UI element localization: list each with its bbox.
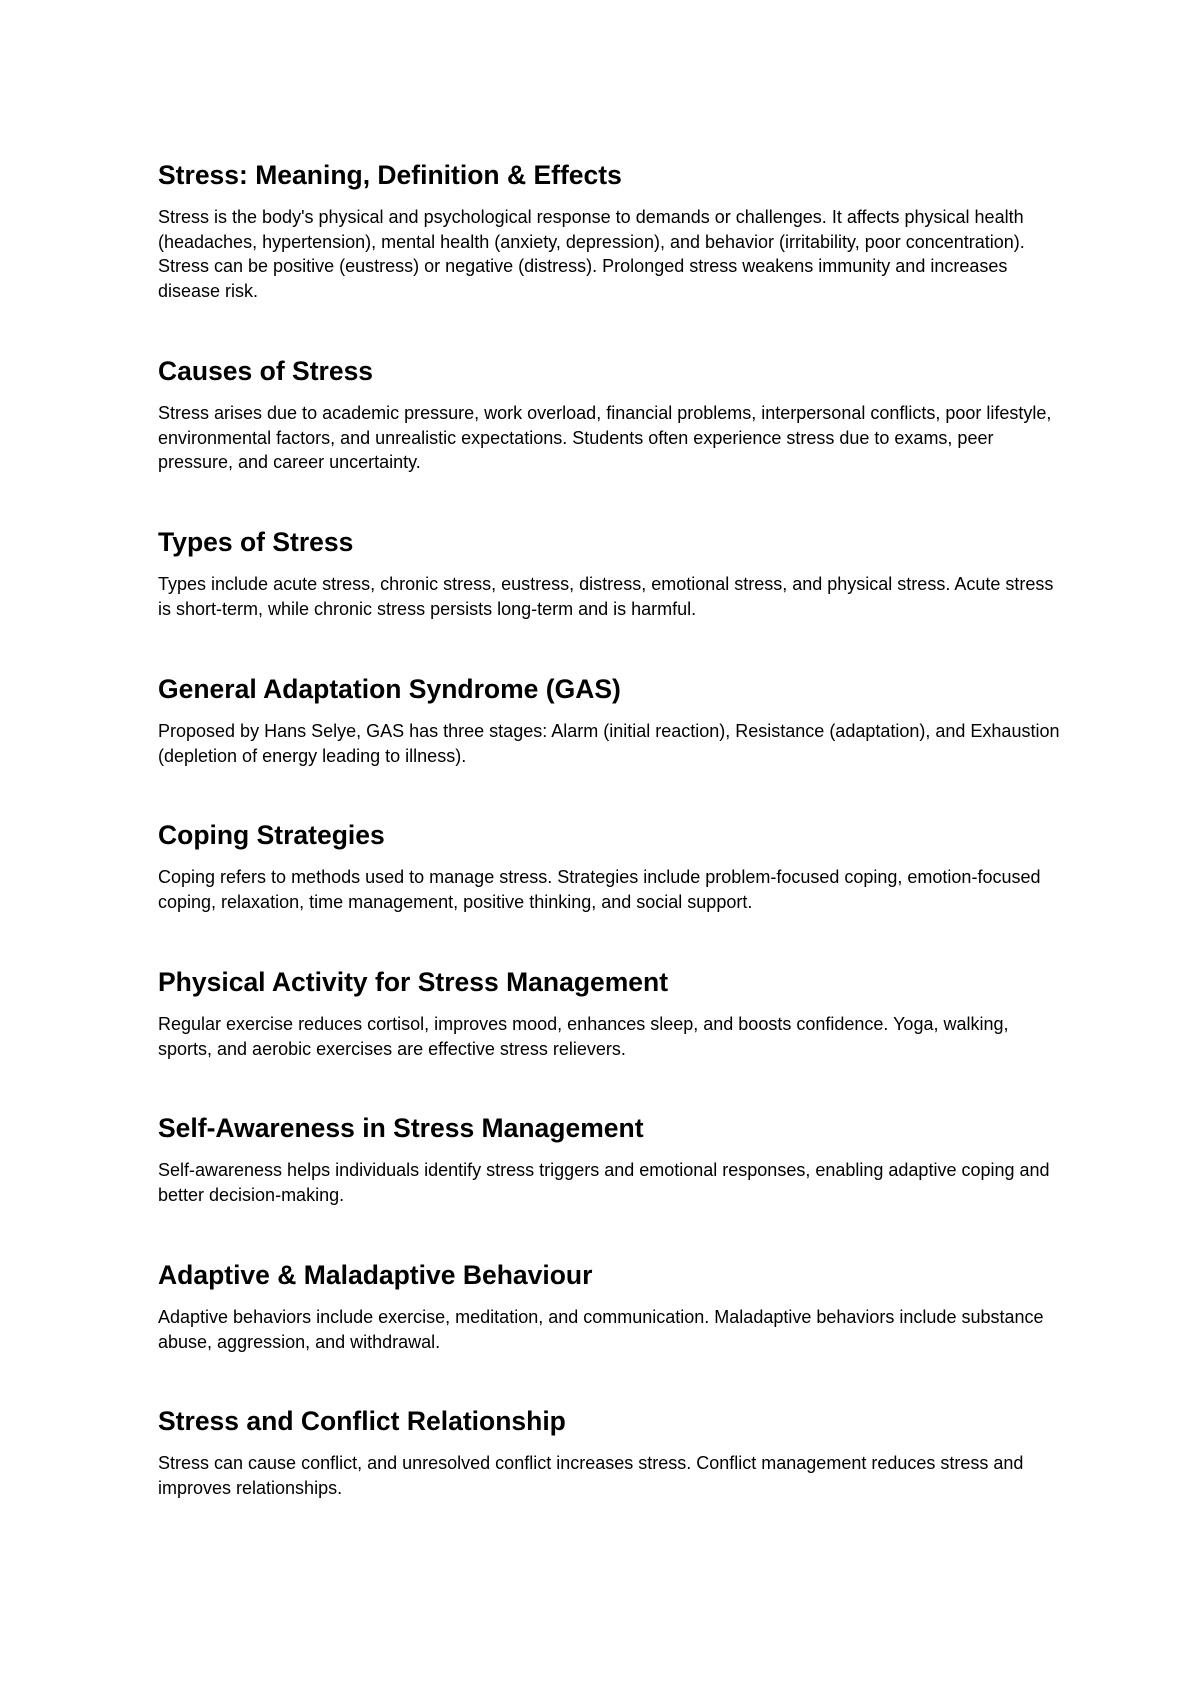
section-stress-meaning: [158, 159, 1058, 303]
section-adaptive-maladaptive: [158, 1259, 1058, 1354]
section-body: Stress is the body's physical and psychological response to demands or challenges. It affects physical health (headaches, hypertension), mental health (anxiety, depression), and behavior (irritability, poor concentration). Stress can be positive (eustress) or negative (distress). Prolonged stress weakens immunity and increases disease risk.: [158, 207, 1025, 301]
section-coping-strategies: [158, 819, 1058, 914]
section-heading: Types of Stress: [158, 527, 354, 557]
section-body: Stress arises due to academic pressure, work overload, financial problems, interpersonal conflicts, poor lifestyle, environmental factors, and unrealistic expectations. Students often experience stress due to exams, peer pressure, and career uncertainty.: [158, 403, 1052, 472]
section-body: Stress can cause conflict, and unresolved conflict increases stress. Conflict management reduces stress and improves relationships.: [158, 1453, 1024, 1498]
section-body: Regular exercise reduces cortisol, improves mood, enhances sleep, and boosts confidence. Yoga, walking, sports, and aerobic exercises are effective stress relievers.: [158, 1014, 1009, 1059]
section-heading: Coping Strategies: [158, 820, 385, 850]
section-heading: General Adaptation Syndrome (GAS): [158, 674, 621, 704]
section-stress-conflict: [158, 1405, 1058, 1500]
section-heading: Stress: Meaning, Definition & Effects: [158, 160, 622, 190]
section-body: Types include acute stress, chronic stress, eustress, distress, emotional stress, and physical stress. Acute stress is short-term, while chronic stress persists long-term and is harmful.: [158, 574, 1054, 619]
section-body: Adaptive behaviors include exercise, meditation, and communication. Maladaptive behaviors include substance abuse, aggression, and withdrawal.: [158, 1307, 1044, 1352]
section-heading: Causes of Stress: [158, 356, 374, 386]
section-physical-activity: [158, 966, 1058, 1061]
section-types-of-stress: [158, 526, 1058, 621]
section-self-awareness: [158, 1112, 1058, 1207]
section-body: Self-awareness helps individuals identify stress triggers and emotional responses, enabling adaptive coping and better decision-making.: [158, 1160, 1050, 1205]
section-body: Proposed by Hans Selye, GAS has three stages: Alarm (initial reaction), Resistance (adaptation), and Exhaustion (depletion of energy leading to illness).: [158, 721, 1060, 766]
section-heading: Self-Awareness in Stress Management: [158, 1113, 644, 1143]
section-causes-of-stress: [158, 355, 1058, 475]
section-general-adaptation-syndrome: [158, 673, 1058, 768]
section-heading: Stress and Conflict Relationship: [158, 1406, 566, 1436]
section-body: Coping refers to methods used to manage stress. Strategies include problem-focused coping, emotion-focused coping, relaxation, time management, positive thinking, and social support.: [158, 867, 1041, 912]
section-heading: Physical Activity for Stress Management: [158, 967, 669, 997]
section-heading: Adaptive & Maladaptive Behaviour: [158, 1260, 593, 1290]
